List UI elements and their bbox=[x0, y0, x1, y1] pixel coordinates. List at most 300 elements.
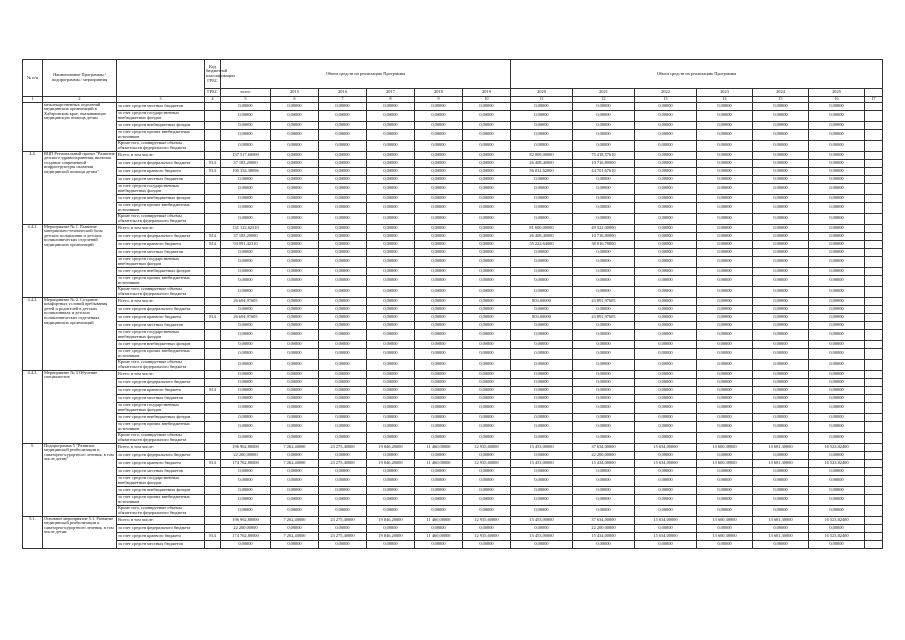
budget-table-sheet bbox=[22, 59, 882, 549]
amount-cell: 0,00000 bbox=[415, 394, 463, 402]
amount-cell: 0,00000 bbox=[367, 140, 415, 151]
amount-cell: 0,00000 bbox=[221, 110, 271, 121]
table-row bbox=[23, 524, 883, 532]
amount-cell: 0,00000 bbox=[463, 394, 511, 402]
amount-cell: 0,00000 bbox=[367, 240, 415, 248]
amount-cell: 0,00000 bbox=[697, 378, 753, 386]
amount-cell: 0,00000 bbox=[809, 167, 865, 175]
amount-cell: 0,00000 bbox=[697, 248, 753, 256]
header-index-cell: 6 bbox=[271, 97, 319, 103]
amount-cell: 0,00000 bbox=[809, 486, 865, 494]
grbs-code: 814 bbox=[205, 232, 221, 240]
amount-cell: 0,00000 bbox=[271, 524, 319, 532]
amount-cell: 0,00000 bbox=[319, 213, 367, 224]
amount-cell: 0,00000 bbox=[271, 286, 319, 297]
grbs-code bbox=[205, 224, 221, 232]
amount-cell: 0,00000 bbox=[367, 151, 415, 159]
amount-cell: 0,00000 bbox=[463, 486, 511, 494]
amount-cell: 0,00000 bbox=[809, 286, 865, 297]
amount-cell: 0,00000 bbox=[753, 421, 809, 432]
amount-cell: 0,00000 bbox=[697, 275, 753, 286]
amount-cell: 0,00000 bbox=[367, 110, 415, 121]
amount-cell: 0,00000 bbox=[271, 486, 319, 494]
amount-cell: 13 681,30000 bbox=[753, 459, 809, 467]
amount-cell-spacer bbox=[865, 467, 883, 475]
amount-cell: 0,00000 bbox=[753, 305, 809, 313]
amount-cell: 0,00000 bbox=[697, 348, 753, 359]
amount-cell-spacer bbox=[865, 486, 883, 494]
amount-cell: 7 262,40000 bbox=[271, 516, 319, 524]
amount-cell: 0,00000 bbox=[319, 159, 367, 167]
amount-cell-spacer bbox=[865, 340, 883, 348]
amount-cell: 0,00000 bbox=[221, 378, 271, 386]
amount-cell: 0,00000 bbox=[753, 329, 809, 340]
funding-source: за счет средств местных бюджетов bbox=[117, 321, 205, 329]
amount-cell: 0,00000 bbox=[697, 175, 753, 183]
amount-cell: 0,00000 bbox=[635, 240, 697, 248]
grbs-code bbox=[205, 494, 221, 505]
amount-cell: 0,00000 bbox=[221, 129, 271, 140]
funding-source: Всего, в том числе: bbox=[117, 224, 205, 232]
amount-cell: 0,00000 bbox=[271, 275, 319, 286]
amount-cell: 0,00000 bbox=[697, 432, 753, 443]
funding-source: за счет средств государственных внебюджетных фондов bbox=[117, 329, 205, 340]
amount-cell: 0,00000 bbox=[697, 297, 753, 305]
table-row bbox=[23, 540, 883, 548]
amount-cell: 0,00000 bbox=[753, 540, 809, 548]
table-row bbox=[23, 370, 883, 378]
amount-cell: 0,00000 bbox=[221, 505, 271, 516]
amount-cell: 0,00000 bbox=[573, 248, 635, 256]
grbs-code: 814 bbox=[205, 459, 221, 467]
funding-source: за счет средств государственных внебюджетных фондов bbox=[117, 183, 205, 194]
amount-cell: 26 694,97605 bbox=[221, 313, 271, 321]
amount-cell: 0,00000 bbox=[809, 386, 865, 394]
table-row bbox=[23, 486, 883, 494]
amount-cell: 174 762,80000 bbox=[221, 532, 271, 540]
amount-cell: 0,00000 bbox=[415, 359, 463, 370]
amount-cell: 0,00000 bbox=[809, 348, 865, 359]
amount-cell-spacer bbox=[865, 248, 883, 256]
grbs-code bbox=[205, 359, 221, 370]
amount-cell: 0,00000 bbox=[635, 540, 697, 548]
amount-cell: 0,00000 bbox=[319, 248, 367, 256]
amount-cell: 0,00000 bbox=[635, 378, 697, 386]
amount-cell: 0,00000 bbox=[415, 110, 463, 121]
funding-source: Кроме того, планируемые объемы обязательств федерального бюджета bbox=[117, 505, 205, 516]
amount-cell: 0,00000 bbox=[573, 286, 635, 297]
grbs-code: 814 bbox=[205, 159, 221, 167]
amount-cell: 0,00000 bbox=[573, 475, 635, 486]
amount-cell: 0,00000 bbox=[271, 329, 319, 340]
amount-cell: 0,00000 bbox=[635, 175, 697, 183]
amount-cell-spacer bbox=[865, 175, 883, 183]
table-row bbox=[23, 475, 883, 486]
amount-cell: 0,00000 bbox=[367, 340, 415, 348]
amount-cell: 0,00000 bbox=[753, 183, 809, 194]
amount-cell: 0,00000 bbox=[573, 540, 635, 548]
amount-cell-spacer bbox=[865, 167, 883, 175]
header-index-cell: 17 bbox=[865, 97, 883, 103]
amount-cell: 0,00000 bbox=[271, 359, 319, 370]
amount-cell: 0,00000 bbox=[415, 286, 463, 297]
header-index-cell: 5 bbox=[221, 97, 271, 103]
amount-cell: 0,00000 bbox=[271, 305, 319, 313]
amount-cell: 0,00000 bbox=[415, 467, 463, 475]
amount-cell: 0,00000 bbox=[221, 213, 271, 224]
amount-cell: 0,00000 bbox=[697, 232, 753, 240]
amount-cell-spacer bbox=[865, 386, 883, 394]
amount-cell: 0,00000 bbox=[635, 140, 697, 151]
amount-cell: 0,00000 bbox=[635, 432, 697, 443]
amount-cell: 0,00000 bbox=[415, 540, 463, 548]
table-row bbox=[23, 240, 883, 248]
amount-cell: 0,00000 bbox=[463, 167, 511, 175]
amount-cell: 19 846,20000 bbox=[367, 459, 415, 467]
amount-cell: 0,00000 bbox=[271, 432, 319, 443]
amount-cell-spacer bbox=[865, 443, 883, 451]
table-row bbox=[23, 167, 883, 175]
amount-cell: 0,00000 bbox=[319, 267, 367, 275]
amount-cell: 15 634,00000 bbox=[635, 443, 697, 451]
amount-cell: 0,00000 bbox=[809, 421, 865, 432]
amount-cell: 0,00000 bbox=[809, 183, 865, 194]
grbs-code bbox=[205, 248, 221, 256]
amount-cell: 0,00000 bbox=[367, 248, 415, 256]
amount-cell: 0,00000 bbox=[367, 486, 415, 494]
amount-cell: 0,00000 bbox=[753, 378, 809, 386]
amount-cell: 0,00000 bbox=[697, 194, 753, 202]
amount-cell: 0,00000 bbox=[511, 286, 573, 297]
amount-cell: 0,00000 bbox=[511, 129, 573, 140]
amount-cell: 0,00000 bbox=[221, 140, 271, 151]
amount-cell: 0,00000 bbox=[809, 297, 865, 305]
amount-cell: 0,00000 bbox=[753, 248, 809, 256]
amount-cell: 0,00000 bbox=[809, 394, 865, 402]
amount-cell: 0,00000 bbox=[753, 121, 809, 129]
amount-cell: 0,00000 bbox=[809, 329, 865, 340]
amount-cell: 0,00000 bbox=[221, 413, 271, 421]
amount-cell: 0,00000 bbox=[415, 183, 463, 194]
amount-cell: 0,00000 bbox=[753, 232, 809, 240]
amount-cell: 0,00000 bbox=[415, 451, 463, 459]
amount-cell-spacer bbox=[865, 194, 883, 202]
grbs-code bbox=[205, 505, 221, 516]
amount-cell: 11 460,00000 bbox=[415, 532, 463, 540]
amount-cell: 0,00000 bbox=[573, 370, 635, 378]
amount-cell: 0,00000 bbox=[463, 240, 511, 248]
amount-cell: 7 262,40000 bbox=[271, 443, 319, 451]
grbs-code bbox=[205, 370, 221, 378]
amount-cell: 0,00000 bbox=[415, 275, 463, 286]
amount-cell: 0,00000 bbox=[511, 475, 573, 486]
amount-cell: 0,00000 bbox=[221, 340, 271, 348]
amount-cell: 0,00000 bbox=[221, 286, 271, 297]
amount-cell: 0,00000 bbox=[635, 359, 697, 370]
amount-cell: 0,00000 bbox=[221, 394, 271, 402]
funding-source: за счет средств краевого бюджета bbox=[117, 459, 205, 467]
amount-cell: 0,00000 bbox=[573, 175, 635, 183]
amount-cell: 0,00000 bbox=[367, 313, 415, 321]
amount-cell: 0,00000 bbox=[573, 213, 635, 224]
amount-cell: 0,00000 bbox=[415, 167, 463, 175]
header-no: № п/п bbox=[23, 60, 43, 97]
amount-cell: 0,00000 bbox=[753, 102, 809, 110]
amount-cell: 0,00000 bbox=[319, 524, 367, 532]
amount-cell: 0,00000 bbox=[753, 286, 809, 297]
amount-cell: 0,00000 bbox=[367, 286, 415, 297]
amount-cell: 0,00000 bbox=[753, 359, 809, 370]
amount-cell: 0,00000 bbox=[573, 256, 635, 267]
amount-cell: 0,00000 bbox=[367, 183, 415, 194]
amount-cell: 0,00000 bbox=[809, 370, 865, 378]
amount-cell: 15 434,00000 bbox=[573, 532, 635, 540]
grbs-code bbox=[205, 540, 221, 548]
amount-cell: 13 681,30000 bbox=[753, 516, 809, 524]
program-name: Подпрограмма 5 "Развитие медицинской реабилитации и санаторно-курортного лечения, в том числе детям" bbox=[43, 443, 117, 516]
funding-source: за счет средств краевого бюджета bbox=[117, 167, 205, 175]
amount-cell: 0,00000 bbox=[463, 129, 511, 140]
amount-cell: 0,00000 bbox=[511, 359, 573, 370]
amount-cell: 0,00000 bbox=[319, 340, 367, 348]
amount-cell: 0,00000 bbox=[697, 286, 753, 297]
amount-cell: 0,00000 bbox=[415, 329, 463, 340]
amount-cell: 0,00000 bbox=[415, 386, 463, 394]
amount-cell: 0,00000 bbox=[463, 340, 511, 348]
amount-cell: 0,00000 bbox=[319, 467, 367, 475]
table-row bbox=[23, 224, 883, 232]
amount-cell: 16 523,82400 bbox=[809, 443, 865, 451]
amount-cell-spacer bbox=[865, 321, 883, 329]
amount-cell: 0,00000 bbox=[635, 213, 697, 224]
grbs-code bbox=[205, 151, 221, 159]
amount-cell: 13 681,30000 bbox=[753, 532, 809, 540]
amount-cell-spacer bbox=[865, 370, 883, 378]
amount-cell: 0,00000 bbox=[697, 540, 753, 548]
amount-cell: 131 122,62310 bbox=[221, 224, 271, 232]
amount-cell: 0,00000 bbox=[319, 183, 367, 194]
header-code-sub: ГРБС bbox=[205, 89, 221, 97]
amount-cell: 0,00000 bbox=[367, 329, 415, 340]
amount-cell: 0,00000 bbox=[415, 102, 463, 110]
amount-cell: 11 460,00000 bbox=[415, 516, 463, 524]
amount-cell: 0,00000 bbox=[367, 467, 415, 475]
program-name: ВЦП Региональный проект "Развитие детского здравоохранения, включая создание современной инфраструктуры оказания медицинской помощи детям" bbox=[43, 151, 117, 224]
amount-cell: 0,00000 bbox=[573, 121, 635, 129]
amount-cell: 0,00000 bbox=[463, 421, 511, 432]
amount-cell: 0,00000 bbox=[367, 267, 415, 275]
amount-cell: 0,00000 bbox=[753, 413, 809, 421]
table-row bbox=[23, 140, 883, 151]
amount-cell: 13 600,38000 bbox=[697, 532, 753, 540]
amount-cell: 0,00000 bbox=[635, 194, 697, 202]
amount-cell: 0,00000 bbox=[271, 413, 319, 421]
amount-cell: 0,00000 bbox=[319, 378, 367, 386]
amount-cell: 0,00000 bbox=[271, 256, 319, 267]
amount-cell: 44 701,67610 bbox=[573, 167, 635, 175]
amount-cell: 0,00000 bbox=[319, 202, 367, 213]
amount-cell: 0,00000 bbox=[319, 413, 367, 421]
amount-cell: 13 453,00000 bbox=[511, 516, 573, 524]
amount-cell: 0,00000 bbox=[809, 313, 865, 321]
amount-cell: 0,00000 bbox=[511, 183, 573, 194]
amount-cell-spacer bbox=[865, 413, 883, 421]
amount-cell: 0,00000 bbox=[319, 475, 367, 486]
amount-cell: 0,00000 bbox=[511, 451, 573, 459]
amount-cell-spacer bbox=[865, 516, 883, 524]
amount-cell: 0,00000 bbox=[415, 175, 463, 183]
grbs-code bbox=[205, 516, 221, 524]
amount-cell: 23 275,40000 bbox=[319, 459, 367, 467]
amount-cell: 0,00000 bbox=[511, 494, 573, 505]
amount-cell: 0,00000 bbox=[367, 167, 415, 175]
amount-cell: 0,00000 bbox=[753, 275, 809, 286]
amount-cell: 0,00000 bbox=[635, 275, 697, 286]
amount-cell: 0,00000 bbox=[573, 494, 635, 505]
amount-cell: 0,00000 bbox=[573, 140, 635, 151]
amount-cell: 0,00000 bbox=[697, 421, 753, 432]
amount-cell: 0,00000 bbox=[271, 102, 319, 110]
amount-cell: 0,00000 bbox=[809, 494, 865, 505]
table-row bbox=[23, 348, 883, 359]
amount-cell-spacer bbox=[865, 102, 883, 110]
amount-cell: 0,00000 bbox=[809, 224, 865, 232]
amount-cell: 16 523,82400 bbox=[809, 532, 865, 540]
header-index-cell: 7 bbox=[319, 97, 367, 103]
amount-cell: 0,00000 bbox=[463, 151, 511, 159]
funding-source: за счет средств внебюджетных фондов bbox=[117, 413, 205, 421]
amount-cell: 19 846,20000 bbox=[367, 532, 415, 540]
amount-cell: 0,00000 bbox=[809, 475, 865, 486]
amount-cell: 0,00000 bbox=[463, 313, 511, 321]
amount-cell: 0,00000 bbox=[697, 167, 753, 175]
funding-source: за счет средств местных бюджетов bbox=[117, 248, 205, 256]
amount-cell: 0,00000 bbox=[221, 402, 271, 413]
amount-cell: 0,00000 bbox=[753, 167, 809, 175]
amount-cell: 13 600,38000 bbox=[697, 443, 753, 451]
amount-cell: 0,00000 bbox=[221, 370, 271, 378]
amount-cell: 23 275,40000 bbox=[319, 443, 367, 451]
amount-cell: 0,00000 bbox=[697, 240, 753, 248]
amount-cell: 0,00000 bbox=[319, 494, 367, 505]
amount-cell: 0,00000 bbox=[753, 194, 809, 202]
amount-cell: 0,00000 bbox=[697, 102, 753, 110]
amount-cell: 0,00000 bbox=[511, 402, 573, 413]
amount-cell: 0,00000 bbox=[753, 224, 809, 232]
amount-cell: 0,00000 bbox=[697, 486, 753, 494]
program-name: Мероприятие № 1. Развитие материально-технической базы детских поликлиник и детских поликлинических отделений медицинских организаций bbox=[43, 224, 117, 297]
row-number bbox=[23, 102, 43, 151]
amount-cell: 0,00000 bbox=[463, 175, 511, 183]
amount-cell-spacer bbox=[865, 121, 883, 129]
table-row bbox=[23, 275, 883, 286]
amount-cell: 0,00000 bbox=[463, 505, 511, 516]
amount-cell: 0,00000 bbox=[809, 140, 865, 151]
amount-cell: 0,00000 bbox=[635, 486, 697, 494]
amount-cell: 0,00000 bbox=[809, 524, 865, 532]
amount-cell-spacer bbox=[865, 286, 883, 297]
amount-cell: 0,00000 bbox=[221, 267, 271, 275]
amount-cell: 0,00000 bbox=[809, 505, 865, 516]
amount-cell: 23 275,40000 bbox=[319, 532, 367, 540]
table-row bbox=[23, 102, 883, 110]
amount-cell: 0,00000 bbox=[221, 421, 271, 432]
amount-cell: 0,00000 bbox=[635, 267, 697, 275]
grbs-code bbox=[205, 110, 221, 121]
amount-cell: 0,00000 bbox=[753, 321, 809, 329]
amount-cell: 0,00000 bbox=[573, 110, 635, 121]
table-row bbox=[23, 248, 883, 256]
amount-cell: 0,00000 bbox=[463, 102, 511, 110]
amount-cell: 0,00000 bbox=[463, 451, 511, 459]
amount-cell-spacer bbox=[865, 213, 883, 224]
funding-source: за счет средств федерального бюджета bbox=[117, 305, 205, 313]
table-row bbox=[23, 183, 883, 194]
program-name: Мероприятие № 3 Обучение специалистов bbox=[43, 370, 117, 443]
amount-cell: 0,00000 bbox=[809, 267, 865, 275]
amount-cell: 0,00000 bbox=[511, 486, 573, 494]
table-row bbox=[23, 451, 883, 459]
amount-cell: 0,00000 bbox=[415, 313, 463, 321]
amount-cell: 56 032,62000 bbox=[511, 167, 573, 175]
amount-cell: 0,00000 bbox=[635, 329, 697, 340]
amount-cell: 0,00000 bbox=[809, 540, 865, 548]
amount-cell: 0,00000 bbox=[809, 159, 865, 167]
amount-cell: 0,00000 bbox=[367, 394, 415, 402]
amount-cell: 0,00000 bbox=[753, 202, 809, 213]
amount-cell-spacer bbox=[865, 459, 883, 467]
funding-source: за счет средств краевого бюджета bbox=[117, 386, 205, 394]
amount-cell: 0,00000 bbox=[271, 213, 319, 224]
amount-cell: 0,00000 bbox=[415, 378, 463, 386]
amount-cell: 0,00000 bbox=[573, 378, 635, 386]
amount-cell-spacer bbox=[865, 524, 883, 532]
amount-cell: 137 517,60000 bbox=[221, 151, 271, 159]
amount-cell: 0,00000 bbox=[635, 386, 697, 394]
amount-cell: 0,00000 bbox=[635, 248, 697, 256]
amount-cell: 0,00000 bbox=[415, 486, 463, 494]
row-number: 4.4. bbox=[23, 151, 43, 224]
amount-cell: 13 681,30000 bbox=[753, 443, 809, 451]
amount-cell: 0,00000 bbox=[635, 232, 697, 240]
amount-cell: 0,00000 bbox=[573, 129, 635, 140]
grbs-code bbox=[205, 421, 221, 432]
table-row bbox=[23, 386, 883, 394]
header-index-cell: 3 bbox=[117, 97, 205, 103]
amount-cell: 0,00000 bbox=[367, 321, 415, 329]
amount-cell: 0,00000 bbox=[271, 386, 319, 394]
amount-cell: 81 600,00000 bbox=[511, 224, 573, 232]
amount-cell: 0,00000 bbox=[271, 421, 319, 432]
amount-cell: 37 183,20000 bbox=[221, 159, 271, 167]
amount-cell: 0,00000 bbox=[221, 183, 271, 194]
amount-cell: 0,00000 bbox=[221, 202, 271, 213]
amount-cell: 0,00000 bbox=[463, 402, 511, 413]
amount-cell: 0,00000 bbox=[319, 194, 367, 202]
amount-cell: 0,00000 bbox=[635, 224, 697, 232]
amount-cell: 0,00000 bbox=[511, 394, 573, 402]
amount-cell: 0,00000 bbox=[511, 267, 573, 275]
amount-cell: 0,00000 bbox=[415, 321, 463, 329]
header-year: 2023 bbox=[697, 89, 753, 97]
amount-cell: 0,00000 bbox=[367, 540, 415, 548]
header-index-cell: 1 bbox=[23, 97, 43, 103]
grbs-code bbox=[205, 340, 221, 348]
amount-cell: 0,00000 bbox=[635, 256, 697, 267]
table-row bbox=[23, 194, 883, 202]
amount-cell: 0,00000 bbox=[809, 402, 865, 413]
amount-cell: 0,00000 bbox=[463, 321, 511, 329]
